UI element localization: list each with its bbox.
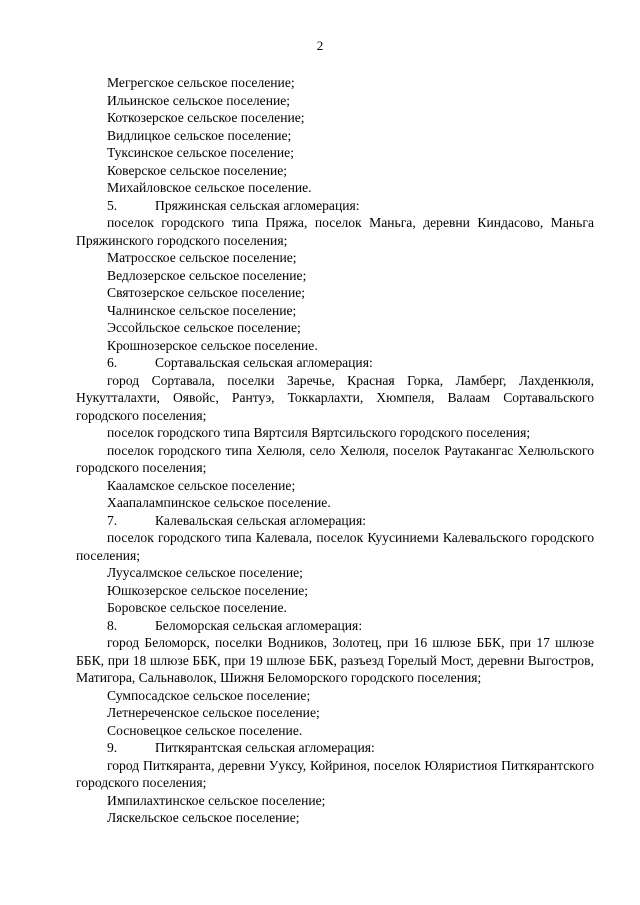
list-item: Крошнозерское сельское поселение. [107, 337, 318, 353]
list-item: Кааламское сельское поселение; [107, 477, 296, 493]
list-paragraph: город Сортавала, поселки Заречье, Красная Горка, Ламберг, Лахденкюля, Нукутталахти, Оявойс, Рантуэ, Токкарлахти, Хюмпеля, Валаам Сортавальского городского поселения; [76, 372, 594, 423]
section-number: 7. [107, 512, 118, 528]
section-heading [76, 197, 594, 215]
section-title: Сортавальская сельская агломерация: [155, 355, 373, 370]
section-title: Калевальская сельская агломерация: [155, 512, 366, 528]
list-item: Мегрегское сельское поселение; [107, 75, 295, 90]
list-item: Боровское сельское поселение. [107, 600, 287, 615]
list-item: Юшкозерское сельское поселение; [107, 582, 309, 598]
list-item: Ведлозерское сельское поселение; [107, 267, 307, 283]
section-title: Беломорская сельская агломерация: [155, 617, 363, 633]
list-item: Ляскельское сельское поселение; [107, 810, 300, 825]
section-heading [76, 354, 594, 372]
list-item: Матросское сельское поселение; [107, 250, 297, 265]
list-paragraph: поселок городского типа Хелюля, село Хелюля, поселок Раутакангас Хелюльского городского поселения; [76, 442, 594, 475]
list-paragraph: город Питкяранта, деревни Ууксу, Койриноя, поселок Юляристиоя Питкярантского городского поселения; [76, 757, 594, 790]
list-item: Летнереченское сельское поселение; [107, 705, 320, 720]
section-number: 6. [107, 355, 118, 370]
page-number: 2 [316, 38, 324, 53]
list-item: Коткозерское сельское поселение; [107, 110, 305, 125]
list-paragraph: поселок городского типа Пряжа, поселок Маньга, деревни Киндасово, Маньга Пряжинского городского поселения; [76, 215, 594, 248]
list-item: Хаапалампинское сельское поселение. [107, 495, 331, 510]
list-item: Чалнинское сельское поселение; [107, 302, 297, 318]
list-item: Луусалмское сельское поселение; [107, 565, 303, 580]
list-item: Импилахтинское сельское поселение; [107, 792, 326, 808]
list-item: Сумпосадское сельское поселение; [107, 687, 311, 703]
section-title: Питкярантская сельская агломерация: [155, 740, 375, 755]
section-number: 9. [107, 740, 118, 755]
list-item: Святозерское сельское поселение; [107, 285, 306, 300]
section-heading [76, 739, 594, 757]
list-item: Эссойльское сельское поселение; [107, 320, 301, 335]
list-item: Видлицкое сельское поселение; [107, 127, 292, 143]
section-number: 5. [107, 197, 118, 213]
list-paragraph: поселок городского типа Калевала, поселок Куусиниеми Калевальского городского поселения; [76, 530, 594, 563]
list-item: Михайловское сельское поселение. [107, 180, 312, 195]
section-heading [76, 617, 594, 635]
document-body [76, 74, 594, 827]
section-title: Пряжинская сельская агломерация: [155, 197, 360, 213]
section-heading [76, 512, 594, 530]
list-item: Коверское сельское поселение; [107, 162, 288, 178]
list-item: Туксинское сельское поселение; [107, 145, 294, 160]
list-item: поселок городского типа Вяртсиля Вяртсильского городского поселения; [107, 425, 531, 440]
list-item: Ильинское сельское поселение; [107, 92, 291, 108]
section-number: 8. [107, 617, 118, 633]
list-item: Сосновецкое сельское поселение. [107, 722, 303, 738]
list-paragraph: город Беломорск, поселки Водников, Золотец, при 16 шлюзе ББК, при 17 шлюзе ББК, при 18 шлюзе ББК, при 19 шлюзе ББК, разъезд Горелый Мост, деревни Выгостров, Матигора, Сальнаволок, Шижня Беломорского городского поселения; [76, 635, 594, 685]
